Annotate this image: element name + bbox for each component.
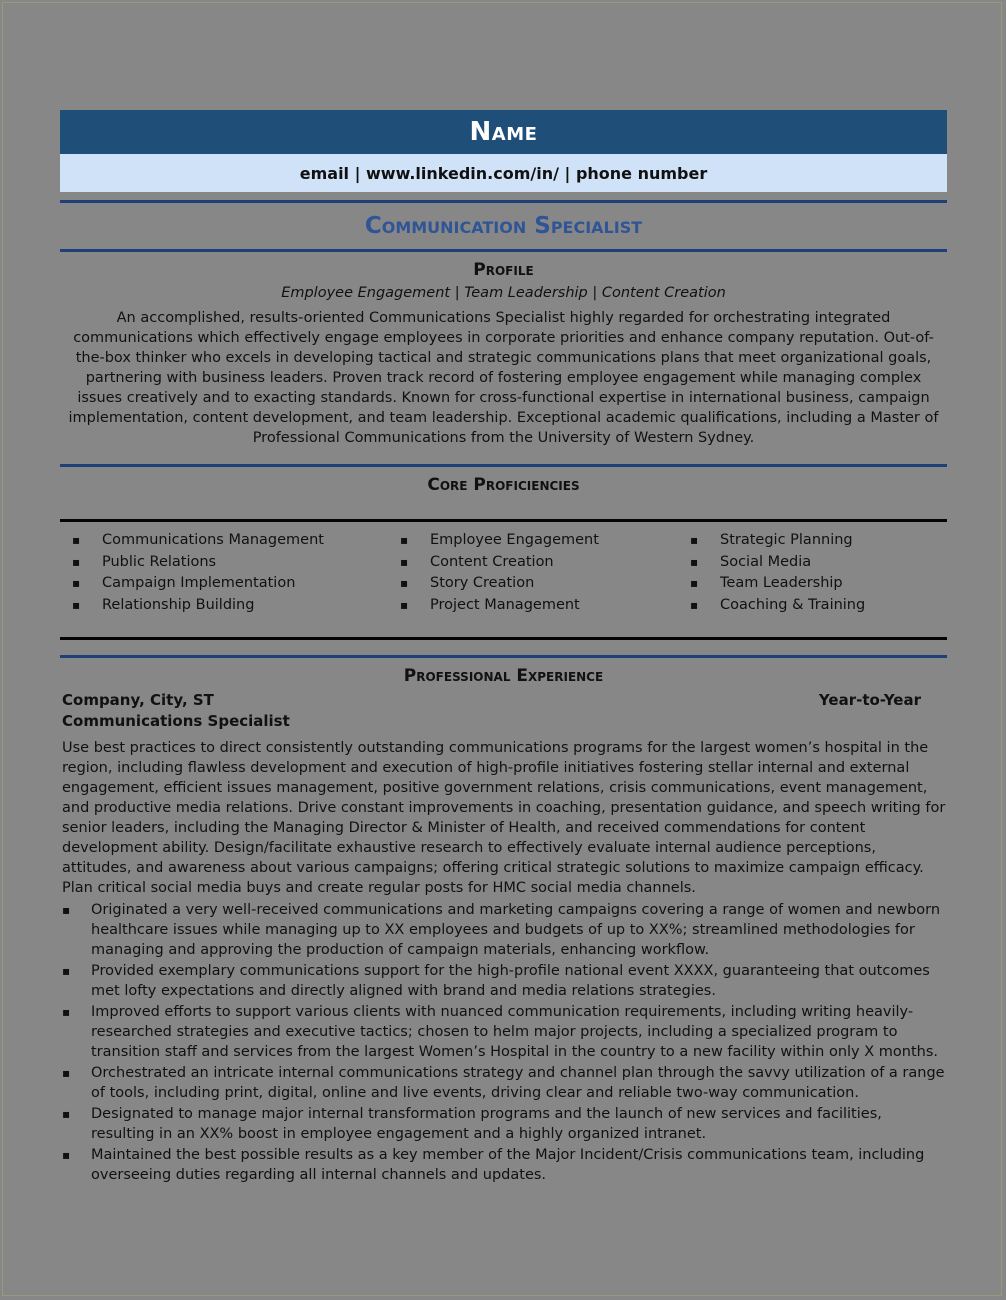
proficiency-item: ▪ Relationship Building — [60, 595, 388, 617]
experience-heading: Professional Experience — [403, 665, 604, 686]
achievement-list — [60, 900, 947, 1185]
experience-description: Use best practices to direct consistently outstanding communications programs for the largest women’s hospital in the region, including flawless development and execution of high-profile initiatives fostering stellar internal and external engagement, efficient issues management, positive government relations, crisis communications, event management, and productive media relations. Drive constant improvements in coaching, presentation guidance, and speech writing for senior leaders, including the Managing Director & Minister of Health, and received commendations for content development ability. Design/facilitate exhaustive research to effectively evaluate internal audience perceptions, attitudes, and awareness about various campaigns; offering critical strategic solutions to maximize campaign efficacy. Plan critical social media buys and create regular posts for HMC social media channels. — [62, 739, 946, 896]
achievement-item: ▪ Improved efforts to support various clients with nuanced communication requirements, including writing heavily-researched strategies and executive tactics; chosen to helm major projects, including a specialized program to transition staff and services from the largest Women’s Hospital in the country to a new facility within only X months. — [60, 1002, 947, 1062]
position-title: Communications Specialist — [62, 711, 290, 730]
proficiencies-column — [678, 530, 928, 617]
proficiency-item: ▪ Team Leadership — [678, 573, 928, 595]
proficiency-item: ▪ Communications Management — [60, 530, 388, 552]
proficiency-item: ▪ Project Management — [388, 595, 678, 617]
achievement-item: ▪ Designated to manage major internal transformation programs and the launch of new services and facilities, resulting in an XX% boost in employee engagement and a highly organized intranet. — [60, 1104, 947, 1144]
proficiency-item: ▪ Public Relations — [60, 552, 388, 574]
contact-info: email | www.linkedin.com/in/ | phone number — [299, 163, 708, 183]
proficiency-item: ▪ Employee Engagement — [388, 530, 678, 552]
achievement-item: ▪ Orchestrated an intricate internal communications strategy and channel plan through the savvy utilization of a range of tools, including print, digital, online and live events, driving clear and reliable two-way communication. — [60, 1063, 947, 1103]
profile-summary: An accomplished, results-oriented Communications Specialist highly regarded for orchestrating integrated communications which effectively engage employees in corporate priorities and enhance company reputation. Out-of-the-box thinker who excels in developing tactical and strategic communications plans that meet organizational goals, partnering with business leaders. Proven track record of fostering employee engagement while managing complex issues creatively and to exacting standards. Known for cross-functional expertise in international business, campaign implementation, content development, and team leadership. Exceptional academic qualifications, including a Master of Professional Communications from the University of Western Sydney. — [68, 310, 939, 446]
proficiencies-grid — [60, 522, 947, 637]
resume-document — [60, 110, 947, 1186]
proficiency-item: ▪ Coaching & Training — [678, 595, 928, 617]
job-title: Communication Specialist — [364, 213, 643, 239]
proficiency-item: ▪ Campaign Implementation — [60, 573, 388, 595]
proficiencies-column — [60, 530, 388, 617]
proficiency-item: ▪ Story Creation — [388, 573, 678, 595]
profile-tagline: Employee Engagement | Team Leadership | Content Creation — [281, 285, 726, 301]
company-location: Company, City, ST — [62, 690, 214, 709]
experience-header — [60, 690, 947, 711]
achievement-item: ▪ Maintained the best possible results as a key member of the Major Incident/Crisis communications team, including overseeing duties regarding all internal channels and updates. — [60, 1145, 947, 1185]
achievement-item: ▪ Originated a very well-received communications and marketing campaigns covering a range of women and newborn healthcare issues while managing up to XX employees and budgets of up to XX%; streamlined methodologies for managing and approving the production of campaign materials, enhancing workflow. — [60, 900, 947, 960]
proficiency-item: ▪ Strategic Planning — [678, 530, 928, 552]
name-banner — [60, 110, 947, 154]
contact-banner — [60, 154, 947, 192]
proficiencies-heading: Core Proficiencies — [427, 475, 580, 495]
employment-dates: Year-to-Year — [818, 690, 921, 709]
achievement-item: ▪ Provided exemplary communications support for the high-profile national event XXXX, guaranteeing that outcomes met lofty expectations and directly aligned with brand and media relations strategies. — [60, 961, 947, 1001]
proficiencies-column — [388, 530, 678, 617]
proficiency-item: ▪ Social Media — [678, 552, 928, 574]
candidate-name: Name — [469, 117, 538, 147]
profile-heading: Profile — [473, 260, 534, 280]
proficiency-item: ▪ Content Creation — [388, 552, 678, 574]
